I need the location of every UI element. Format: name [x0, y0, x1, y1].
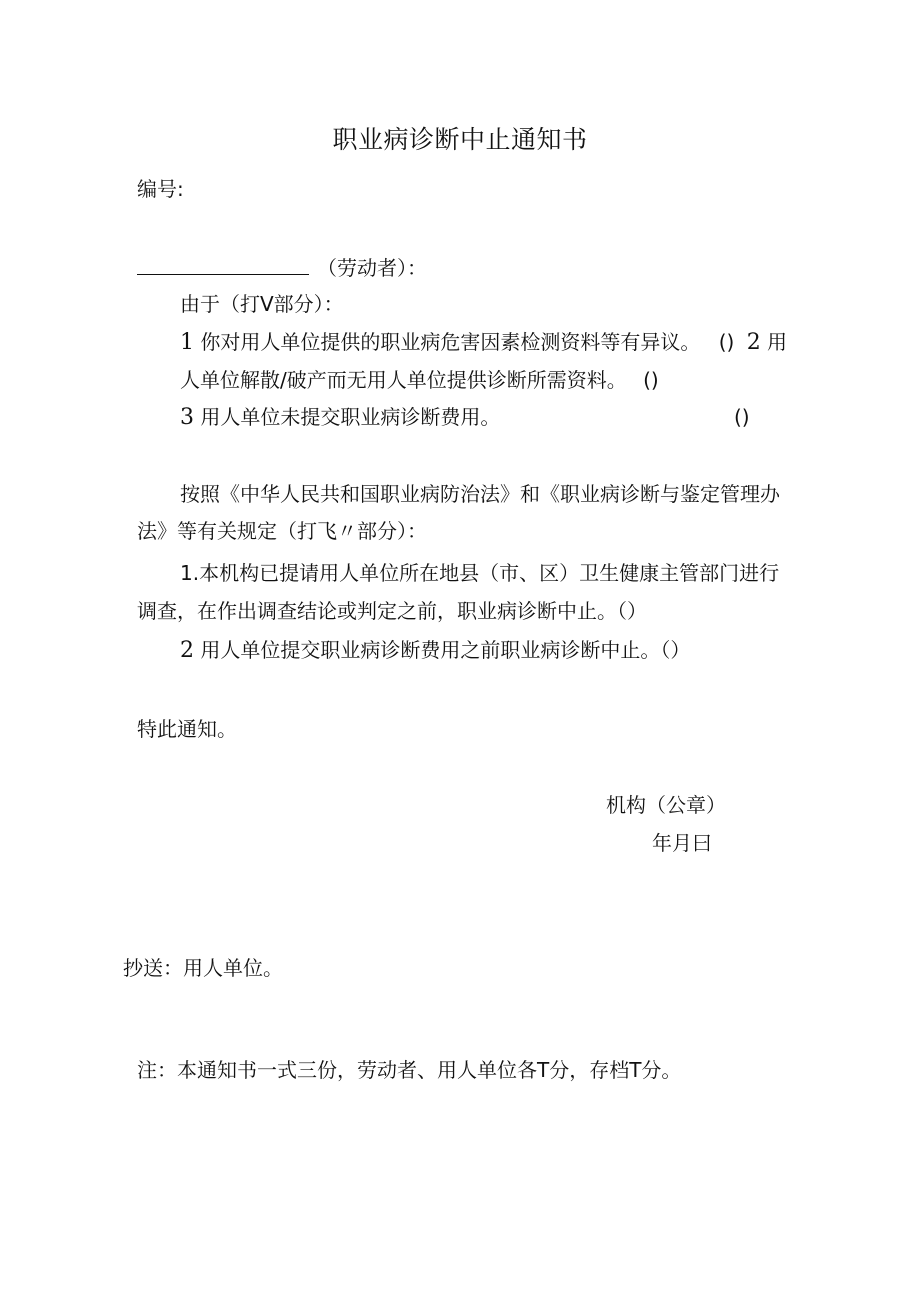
worker-line: [137, 254, 427, 282]
legal-basis-line-1: 按照《中华人民共和国职业病防治法》和《职业病诊断与鉴定管理办: [180, 482, 780, 506]
reason-3-number: 3: [180, 405, 194, 430]
reason-3-checkbox[interactable]: (): [734, 405, 750, 429]
reason-1-text: 你对用人单位提供的职业病危害因素检测资料等有异议。: [200, 330, 701, 354]
action-2-number: 2: [180, 638, 194, 663]
action-2-text: 用人单位提交职业病诊断费用之前职业病诊断中止。（）: [200, 638, 691, 662]
reason-2-checkbox[interactable]: (): [643, 368, 659, 392]
closing-text: 特此通知。: [137, 717, 237, 741]
cc-line: 抄送：用人单位。: [123, 956, 283, 980]
reason-2-line: [180, 366, 659, 394]
serial-number-label: 编号:: [137, 177, 184, 201]
reason-2-number: 2: [746, 330, 761, 355]
reason-2-text-start: 用: [767, 330, 788, 354]
action-2-line: [180, 636, 690, 665]
legal-basis-line-2: 法》等有关规定（打飞〃部分）：: [137, 519, 427, 543]
action-1-line-1: 1.本机构已提请用人单位所在地县（市、区）卫生健康主管部门进行: [180, 561, 780, 585]
reason-1-line: [180, 328, 787, 357]
document-title: 职业病诊断中止通知书: [332, 125, 588, 154]
organization-seal: 机构（公章）: [606, 793, 726, 817]
reason-3-line: [180, 403, 500, 432]
action-1-line-2: 调查，在作出调查结论或判定之前，职业病诊断中止。（）: [137, 599, 647, 623]
reason-2-text: 人单位解散/破产而无用人单位提供诊断所需资料。: [180, 368, 627, 392]
reason-1-number: 1: [180, 330, 194, 355]
reason-intro: 由于（打Ⅴ部分）：: [180, 292, 344, 316]
date-line: 年月曰: [652, 831, 712, 855]
footnote: 注：本通知书一式三份，劳动者、用人单位各Τ分，存档Τ分。: [137, 1058, 682, 1082]
worker-suffix: （劳动者）：: [317, 256, 427, 280]
reason-1-checkbox[interactable]: (): [718, 330, 735, 354]
reason-3-text: 用人单位未提交职业病诊断费用。: [200, 405, 501, 429]
worker-name-blank[interactable]: [137, 254, 309, 275]
